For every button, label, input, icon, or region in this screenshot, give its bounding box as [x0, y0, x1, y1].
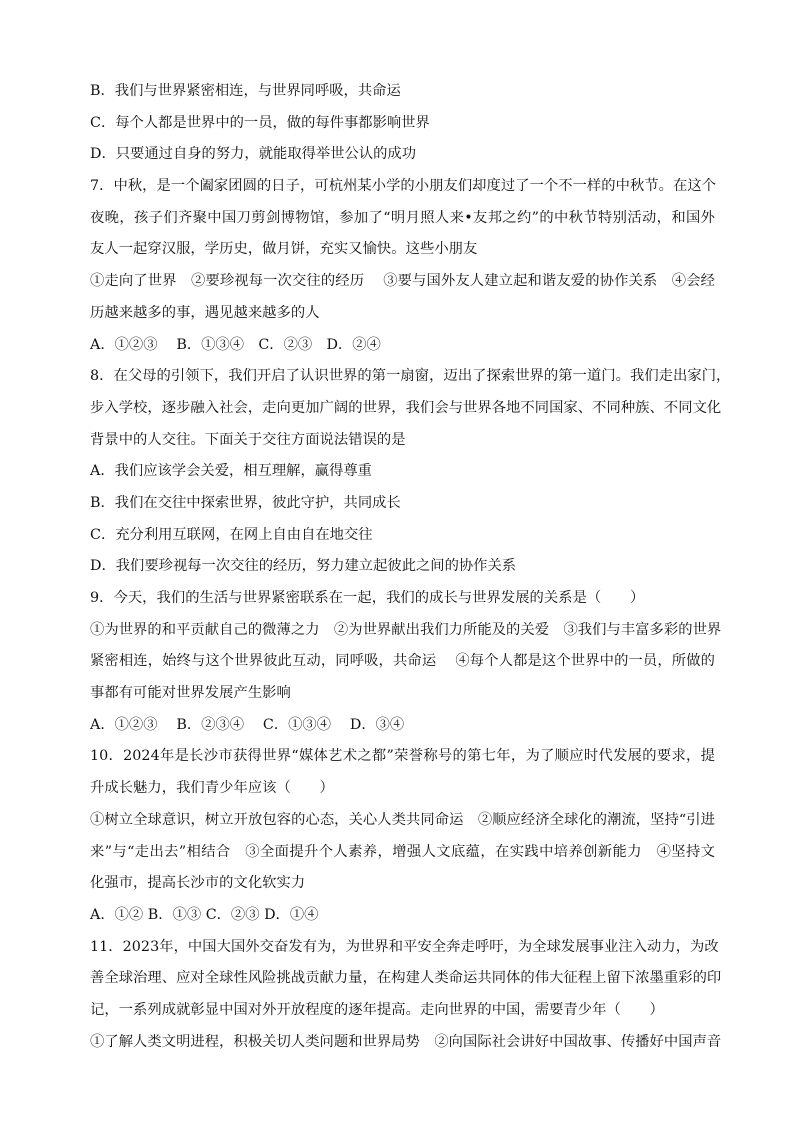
question-11-stem: 善全球治理、应对全球性风险挑战贡献力量，在构建人类命运共同体的伟大征程上留下浓墨重彩的印	[90, 970, 722, 987]
option-line: D．只要通过自身的努力，就能取得举世公认的成功	[90, 146, 416, 163]
exam-page	[90, 76, 731, 1058]
question-7-stem: 友人一起穿汉服，学历史，做月饼，充实又愉快。这些小朋友	[90, 241, 478, 258]
question-7-stem: 7．中秋，是一个阖家团圆的日子，可杭州某小学的小朋友们却度过了一个不一样的中秋节。在这个	[90, 178, 717, 195]
question-9-choices: A．①②③ B．②③④ C．①③④ D．③④	[90, 716, 405, 733]
question-8-option-a: A．我们应该学会关爱，相互理解，赢得尊重	[90, 463, 372, 480]
question-11-statements: ①了解人类文明进程，积极关切人类问题和世界局势 ②向国际社会讲好中国故事、传播好中国声音	[90, 1033, 722, 1050]
question-8-option-d: D．我们要珍视每一次交往的经历，努力建立起彼此之间的协作关系	[90, 558, 517, 575]
question-10-statements: 来”与“走出去”相结合 ③全面提升个人素养，增强人文底蕴，在实践中培养创新能力 ④坚持文	[90, 843, 715, 860]
question-9-statements: ①为世界的和平贡献自己的微薄之力 ②为世界献出我们力所能及的关爱 ③我们与丰富多彩的世界	[90, 621, 722, 638]
question-8-option-b: B．我们在交往中探索世界，彼此守护，共同成长	[90, 494, 401, 511]
question-7-statements: 历越来越多的事，遇见越来越多的人	[90, 304, 320, 321]
question-10-choices: A．①② B．①③ C．②③ D．①④	[90, 906, 319, 923]
question-11-stem: 11．2023年，中国大国外交奋发有为，为世界和平安全奔走呼吁，为全球发展事业注入动力，为改	[90, 938, 719, 955]
question-9-statements: 紧密相连，始终与这个世界彼此互动，同呼吸，共命运 ④每个人都是这个世界中的一员，所做的	[90, 653, 715, 670]
question-8-stem: 背景中的人交往。下面关于交往方面说法错误的是	[90, 431, 406, 448]
question-10-statements: ①树立全球意识，树立开放包容的心态，关心人类共同命运 ②顺应经济全球化的潮流，坚持“引进	[90, 811, 715, 828]
question-7-stem: 夜晚，孩子们齐聚中国刀剪剑博物馆，参加了“明月照人来•友邦之约”的中秋节特别活动，和国外	[90, 209, 715, 226]
question-8-option-c: C．充分利用互联网，在网上自由自在地交往	[90, 526, 373, 543]
question-10-statements: 化强市，提高长沙市的文化软实力	[90, 875, 306, 892]
question-11-stem: 记，一系列成就彰显中国对外开放程度的逐年提高。走向世界的中国，需要青少年（ ）	[90, 1001, 664, 1018]
question-7-statements: ①走向了世界 ②要珍视每一次交往的经历 ③要与国外友人建立起和谐友爱的协作关系 ④会经	[90, 273, 715, 290]
question-8-stem: 8．在父母的引领下，我们开启了认识世界的第一扇窗，迈出了探索世界的第一道门。我们走出家门，	[90, 368, 731, 385]
option-line: B．我们与世界紧密相连，与世界同呼吸，共命运	[90, 83, 401, 99]
question-10-stem: 10．2024年是长沙市获得世界“媒体艺术之都”荣誉称号的第七年，为了顺应时代发展的要求，提	[90, 748, 715, 765]
question-7-choices: A．①②③ B．①③④ C．②③ D．②④	[90, 336, 381, 353]
question-8-stem: 步入学校，逐步融入社会，走向更加广阔的世界，我们会与世界各地不同国家、不同种族、不同文化	[90, 399, 722, 416]
option-line: C．每个人都是世界中的一员，做的每件事都影响世界	[90, 114, 430, 131]
question-10-stem: 升成长魅力，我们青少年应该（ ）	[90, 780, 334, 797]
question-9-statements: 事都有可能对世界发展产生影响	[90, 685, 291, 702]
question-9-stem: 9．今天，我们的生活与世界紧密联系在一起，我们的成长与世界发展的关系是（ ）	[90, 590, 645, 606]
